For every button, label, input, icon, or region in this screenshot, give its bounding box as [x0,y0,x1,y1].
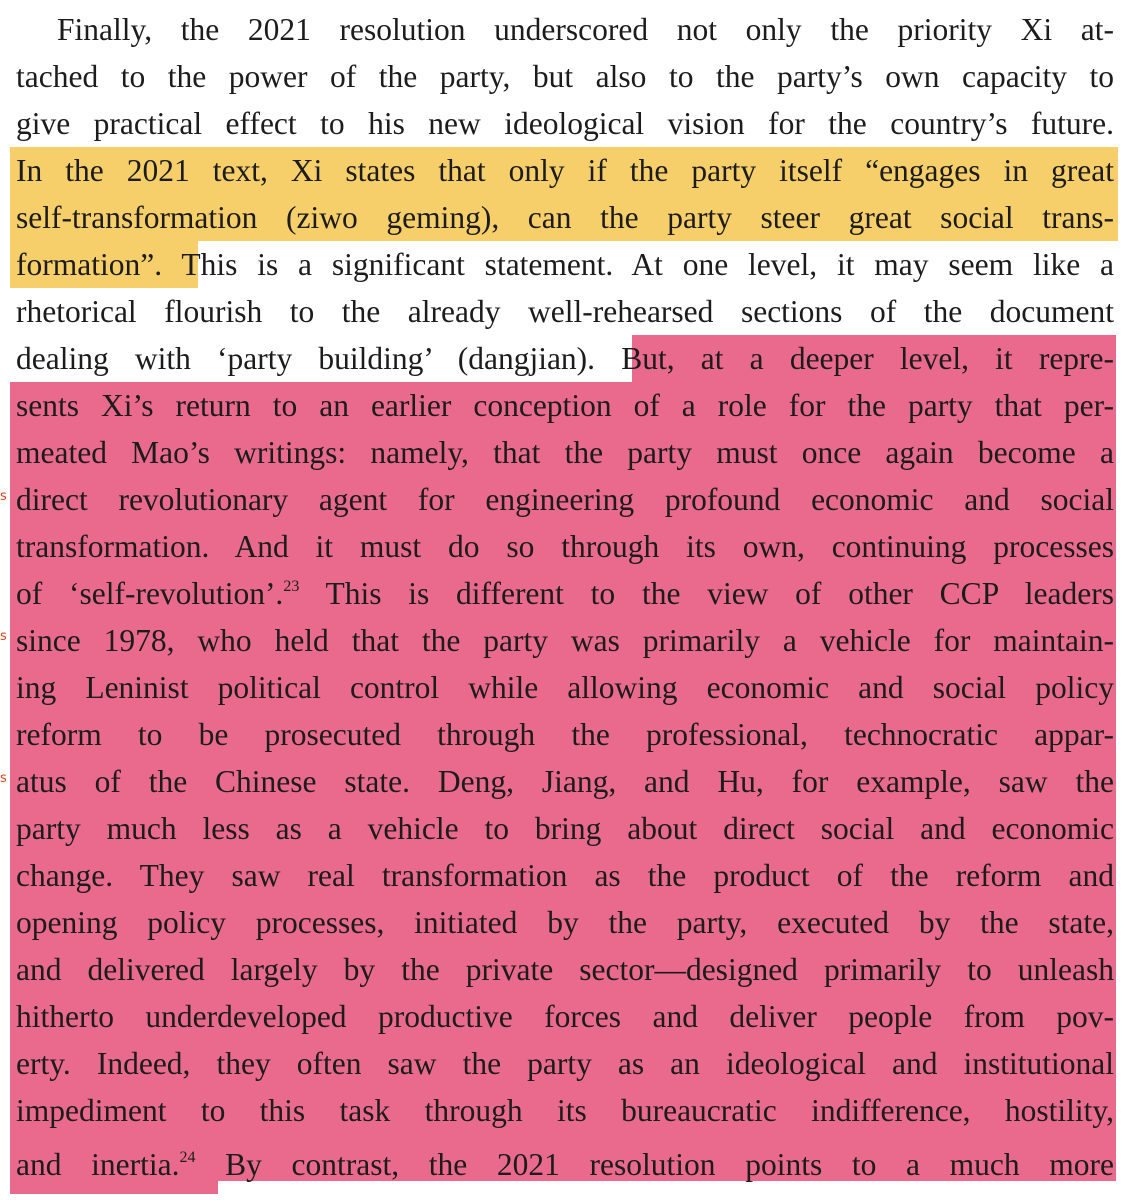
margin-mark-icon: s [0,771,7,786]
text-line-highlighted: meated Mao’s writings: namely, that the party must once again become a [16,435,1114,470]
text-line-highlighted: and delivered largely by the private sector—designed primarily to unleash [16,952,1114,987]
text-line-highlighted: of ‘self-revolution’.$^{23}$ This is different to the view of other CCP leaders [16,576,1115,611]
text-line-highlighted: ing Leninist political control while allowing economic and social policy [16,670,1114,705]
margin-mark-icon: s [0,629,7,644]
highlight-pink-text: But, at a deeper level, it repre- [621,341,1115,376]
text-line-highlighted: reform to be prosecuted through the professional, technocratic appar- [16,717,1114,752]
text-line-highlighted: since 1978, who held that the party was primarily a vehicle for maintain- [16,623,1114,658]
text-line-highlighted: party much less as a vehicle to bring about direct social and economic [16,811,1114,846]
footnote-ref-24[interactable]: 24 [179,1149,196,1166]
text-line: rhetorical flourish to the already well-rehearsed sections of the document [16,294,1114,329]
text-line-highlighted: opening policy processes, initiated by the party, executed by the state, [16,905,1114,940]
text-line: Finally, the 2021 resolution underscored not only the priority Xi at- [57,12,1114,47]
text-line-highlighted: transformation. And it must do so through its own, continuing processes [16,529,1114,564]
text-line-highlighted: sents Xi’s return to an earlier conception of a role for the party that per- [16,388,1114,423]
margin-mark-icon: s [0,489,7,504]
text-line: formation”. This is a significant statement. At one level, it may seem like a [16,247,1114,282]
text-line: give practical effect to his new ideological vision for the country’s future. [16,106,1114,141]
text-line-highlighted: hitherto underdeveloped productive forces and deliver people from pov- [16,999,1114,1034]
text-line-highlighted: impediment to this task through its bureaucratic indifference, hostility, [16,1093,1114,1128]
highlight-yellow-text: formation”. [16,247,163,282]
text-line-highlighted: change. They saw real transformation as the product of the reform and [16,858,1114,893]
footnote-ref-23[interactable]: 23 [283,578,300,595]
text-line-highlighted: erty. Indeed, they often saw the party as an ideological and institutional [16,1046,1114,1081]
text-line: dealing with ‘party building’ (dangjian). But, at a deeper level, it repre- [16,341,1115,376]
text-line-highlighted: In the 2021 text, Xi states that only if the party itself “engages in great [16,153,1114,188]
text-line-highlighted: direct revolutionary agent for engineering profound economic and social [16,482,1114,517]
text-line: tached to the power of the party, but also to the party’s own capacity to [16,59,1114,94]
text-line-highlighted: atus of the Chinese state. Deng, Jiang, and Hu, for example, saw the [16,764,1114,799]
cutoff-next-line [20,1188,1110,1200]
text-line-highlighted: self-transformation (ziwo geming), can the party steer great social trans- [16,200,1114,235]
text-line: and inertia.$^{24}$ By contrast, the 2021 resolution points to a much more [16,1147,1114,1182]
